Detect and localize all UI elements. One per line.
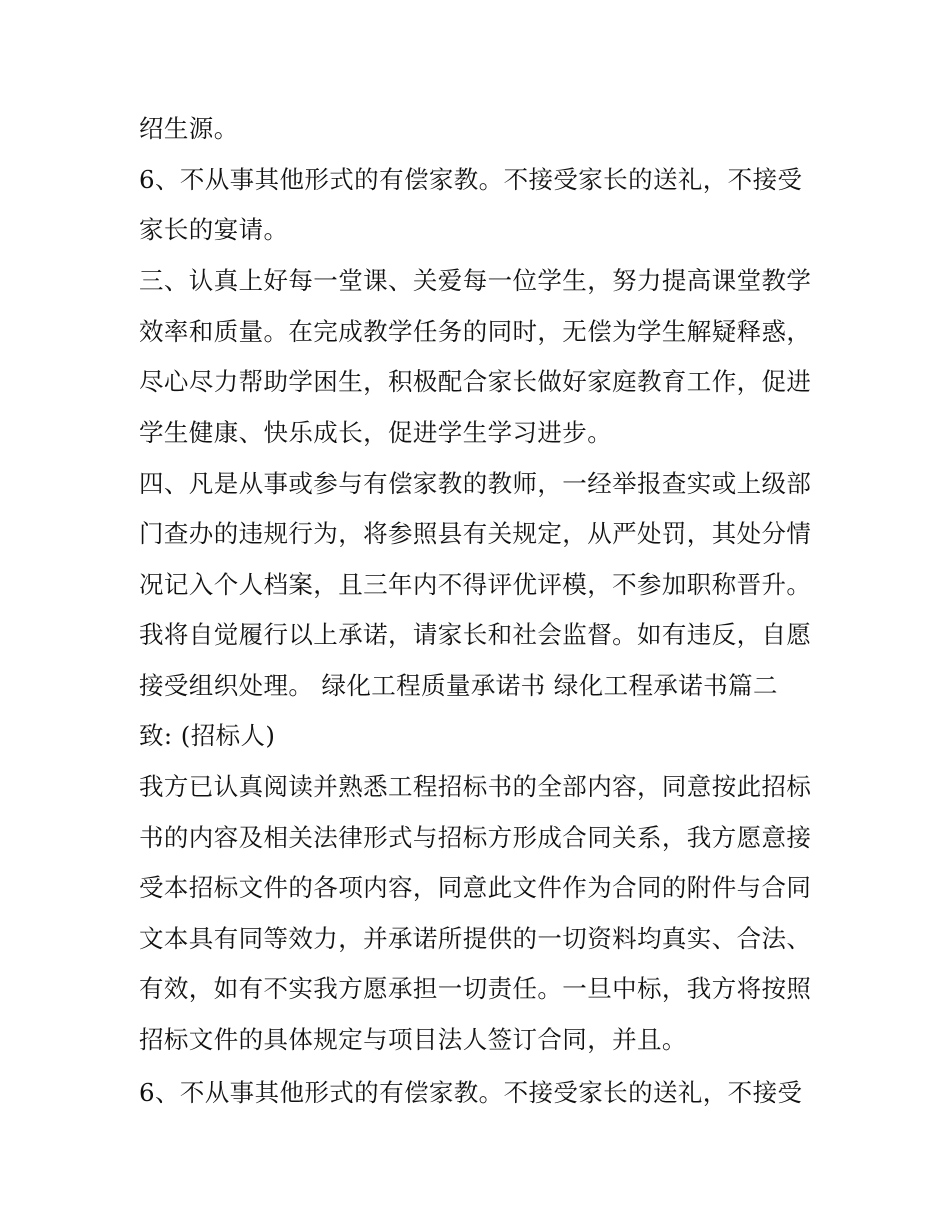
text-line: 四、凡是从事或参与有偿家教的教师，一经举报查实或上级部 [139, 469, 812, 498]
text-line: 尽心尽力帮助学困生，积极配合家长做好家庭教育工作，促进 [139, 367, 812, 396]
text-line: 招标文件的具体规定与项目法人签订合同，并且。 [139, 1025, 687, 1054]
text-line: 6、不从事其他形式的有偿家教。不接受家长的送礼，不接受 [139, 165, 803, 194]
text-line: 家长的宴请。 [139, 215, 289, 244]
text-line: 书的内容及相关法律形式与招标方形成合同关系，我方愿意接 [139, 823, 812, 852]
text-line: 效率和质量。在完成教学任务的同时，无偿为学生解疑释惑， [139, 317, 812, 346]
text-line: 我方已认真阅读并熟悉工程招标书的全部内容，同意按此招标 [139, 772, 812, 801]
text-line: 受本招标文件的各项内容，同意此文件作为合同的附件与合同 [139, 873, 812, 902]
text-line: 我将自觉履行以上承诺，请家长和社会监督。如有违反，自愿 [139, 620, 812, 649]
text-line: 门查办的违规行为，将参照县有关规定，从严处罚，其处分情 [139, 519, 812, 548]
text-line: 学生健康、快乐成长，促进学生学习进步。 [139, 418, 613, 447]
text-line: 致: (招标人) [139, 721, 276, 750]
text-line: 有效，如有不实我方愿承担一切责任。一旦中标，我方将按照 [139, 974, 812, 1003]
text-line: 况记入个人档案，且三年内不得评优评模，不参加职称晋升。 [139, 570, 812, 599]
text-line: 6、不从事其他形式的有偿家教。不接受家长的送礼，不接受 [139, 1078, 803, 1107]
text-line: 绍生源。 [139, 114, 239, 143]
text-line: 三、认真上好每一堂课、关爱每一位学生，努力提高课堂教学 [139, 266, 812, 295]
text-line: 文本具有同等效力，并承诺所提供的一切资料均真实、合法、 [139, 924, 812, 953]
text-line: 接受组织处理。 绿化工程质量承诺书 绿化工程承诺书篇二 [139, 671, 778, 700]
